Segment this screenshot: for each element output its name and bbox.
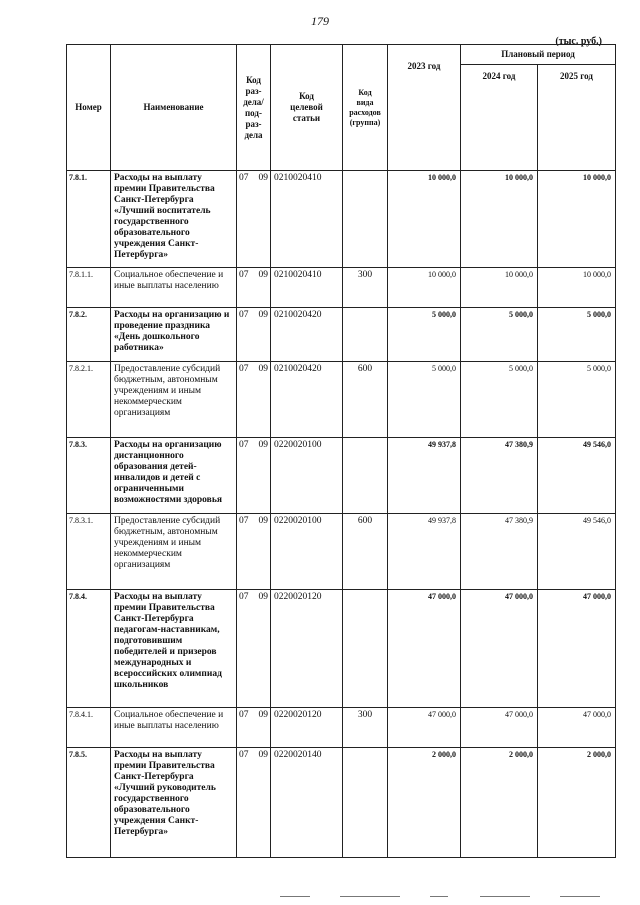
row-name: Предоставление субсидий бюджетным, автономным учреждениям и иным некоммерческим организациям [111, 514, 237, 590]
row-2024: 10 000,0 [461, 268, 538, 308]
row-csr: 0210020410 [271, 268, 343, 308]
row-csr: 0220020120 [271, 590, 343, 708]
header-name: Наименование [111, 45, 237, 171]
row-2025: 5 000,0 [538, 308, 616, 362]
row-2025: 10 000,0 [538, 268, 616, 308]
row-2025: 10 000,0 [538, 171, 616, 268]
row-2023: 49 937,8 [388, 514, 461, 590]
row-number: 7.8.1. [67, 171, 111, 268]
header-2025: 2025 год [538, 65, 616, 171]
row-name: Социальное обеспечение и иные выплаты населению [111, 268, 237, 308]
header-number: Номер [67, 45, 111, 171]
row-2024: 47 000,0 [461, 590, 538, 708]
row-2023: 5 000,0 [388, 308, 461, 362]
row-csr: 0220020140 [271, 748, 343, 858]
razdel-code: 07 [239, 310, 249, 320]
row-csr: 0220020100 [271, 514, 343, 590]
row-vr [343, 308, 388, 362]
row-razdel [237, 268, 271, 308]
razdel-code: 07 [239, 270, 249, 280]
row-razdel [237, 514, 271, 590]
row-2025: 2 000,0 [538, 748, 616, 858]
podrazdel-code: 09 [258, 364, 268, 374]
podrazdel-code: 09 [258, 270, 268, 280]
header-razdel: Код раз- дела/ под- раз- дела [237, 45, 271, 171]
row-csr: 0210020410 [271, 171, 343, 268]
table-row [67, 438, 616, 514]
row-number: 7.8.5. [67, 748, 111, 858]
row-2025: 47 000,0 [538, 590, 616, 708]
header-csr: Код целевой статьи [271, 45, 343, 171]
table-row [67, 362, 616, 438]
row-2025: 47 000,0 [538, 708, 616, 748]
row-number: 7.8.4.1. [67, 708, 111, 748]
row-2025: 5 000,0 [538, 362, 616, 438]
podrazdel-code: 09 [258, 173, 268, 183]
table-row [67, 748, 616, 858]
row-name: Предоставление субсидий бюджетным, автономным учреждениям и иным некоммерческим организациям [111, 362, 237, 438]
row-number: 7.8.2.1. [67, 362, 111, 438]
row-2024: 5 000,0 [461, 362, 538, 438]
row-name: Расходы на выплату премии Правительства Санкт-Петербурга «Лучший руководитель государственного образовательного учреждения Санкт-Петербурга» [111, 748, 237, 858]
row-2023: 5 000,0 [388, 362, 461, 438]
podrazdel-code: 09 [258, 592, 268, 602]
row-2024: 10 000,0 [461, 171, 538, 268]
podrazdel-code: 09 [258, 310, 268, 320]
row-2025: 49 546,0 [538, 514, 616, 590]
header-plan-period: Плановый период [461, 45, 616, 65]
table-row [67, 708, 616, 748]
razdel-code: 07 [239, 364, 249, 374]
table-row [67, 514, 616, 590]
podrazdel-code: 09 [258, 750, 268, 760]
row-2024: 47 380,9 [461, 514, 538, 590]
row-2023: 10 000,0 [388, 171, 461, 268]
razdel-code: 07 [239, 173, 249, 183]
podrazdel-code: 09 [258, 440, 268, 450]
row-csr: 0220020120 [271, 708, 343, 748]
row-razdel [237, 708, 271, 748]
row-2023: 10 000,0 [388, 268, 461, 308]
podrazdel-code: 09 [258, 516, 268, 526]
row-csr: 0220020100 [271, 438, 343, 514]
row-razdel [237, 748, 271, 858]
row-2023: 49 937,8 [388, 438, 461, 514]
row-vr [343, 171, 388, 268]
row-2024: 47 000,0 [461, 708, 538, 748]
table-row [67, 268, 616, 308]
row-number: 7.8.3.1. [67, 514, 111, 590]
row-vr: 300 [343, 708, 388, 748]
row-name: Расходы на выплату премии Правительства Санкт-Петербурга педагогам-наставникам, подготовившим победителей и призеров международных и всероссийских олимпиад школьников [111, 590, 237, 708]
row-2024: 47 380,9 [461, 438, 538, 514]
table-row [67, 590, 616, 708]
row-2023: 47 000,0 [388, 590, 461, 708]
row-razdel [237, 590, 271, 708]
row-2025: 49 546,0 [538, 438, 616, 514]
razdel-code: 07 [239, 592, 249, 602]
row-name: Социальное обеспечение и иные выплаты населению [111, 708, 237, 748]
podrazdel-code: 09 [258, 710, 268, 720]
razdel-code: 07 [239, 440, 249, 450]
row-name: Расходы на организацию дистанционного образования детей-инвалидов и детей с ограниченными возможностями здоровья [111, 438, 237, 514]
row-razdel [237, 438, 271, 514]
row-razdel [237, 308, 271, 362]
row-vr: 600 [343, 362, 388, 438]
header-2024: 2024 год [461, 65, 538, 171]
row-2024: 5 000,0 [461, 308, 538, 362]
table-row [67, 308, 616, 362]
table-row [67, 171, 616, 268]
razdel-code: 07 [239, 750, 249, 760]
row-razdel [237, 362, 271, 438]
row-vr [343, 748, 388, 858]
row-name: Расходы на выплату премии Правительства Санкт-Петербурга «Лучший воспитатель государственного образовательного учреждения Санкт-Петербурга» [111, 171, 237, 268]
row-csr: 0210020420 [271, 308, 343, 362]
razdel-code: 07 [239, 710, 249, 720]
row-2023: 47 000,0 [388, 708, 461, 748]
row-csr: 0210020420 [271, 362, 343, 438]
row-vr [343, 438, 388, 514]
row-razdel [237, 171, 271, 268]
header-2023: 2023 год [388, 45, 461, 171]
row-vr: 600 [343, 514, 388, 590]
unit-note: (тыс. руб.) [555, 36, 602, 47]
row-number: 7.8.1.1. [67, 268, 111, 308]
row-name: Расходы на организацию и проведение праздника «День дошкольного работника» [111, 308, 237, 362]
row-2023: 2 000,0 [388, 748, 461, 858]
row-2024: 2 000,0 [461, 748, 538, 858]
razdel-code: 07 [239, 516, 249, 526]
scan-artifact [280, 894, 620, 900]
row-number: 7.8.2. [67, 308, 111, 362]
page-number: 179 [311, 14, 329, 28]
budget-table [66, 44, 616, 858]
row-number: 7.8.4. [67, 590, 111, 708]
header-vr: Код вида расходов (группа) [343, 45, 388, 171]
row-number: 7.8.3. [67, 438, 111, 514]
row-vr [343, 590, 388, 708]
row-vr: 300 [343, 268, 388, 308]
